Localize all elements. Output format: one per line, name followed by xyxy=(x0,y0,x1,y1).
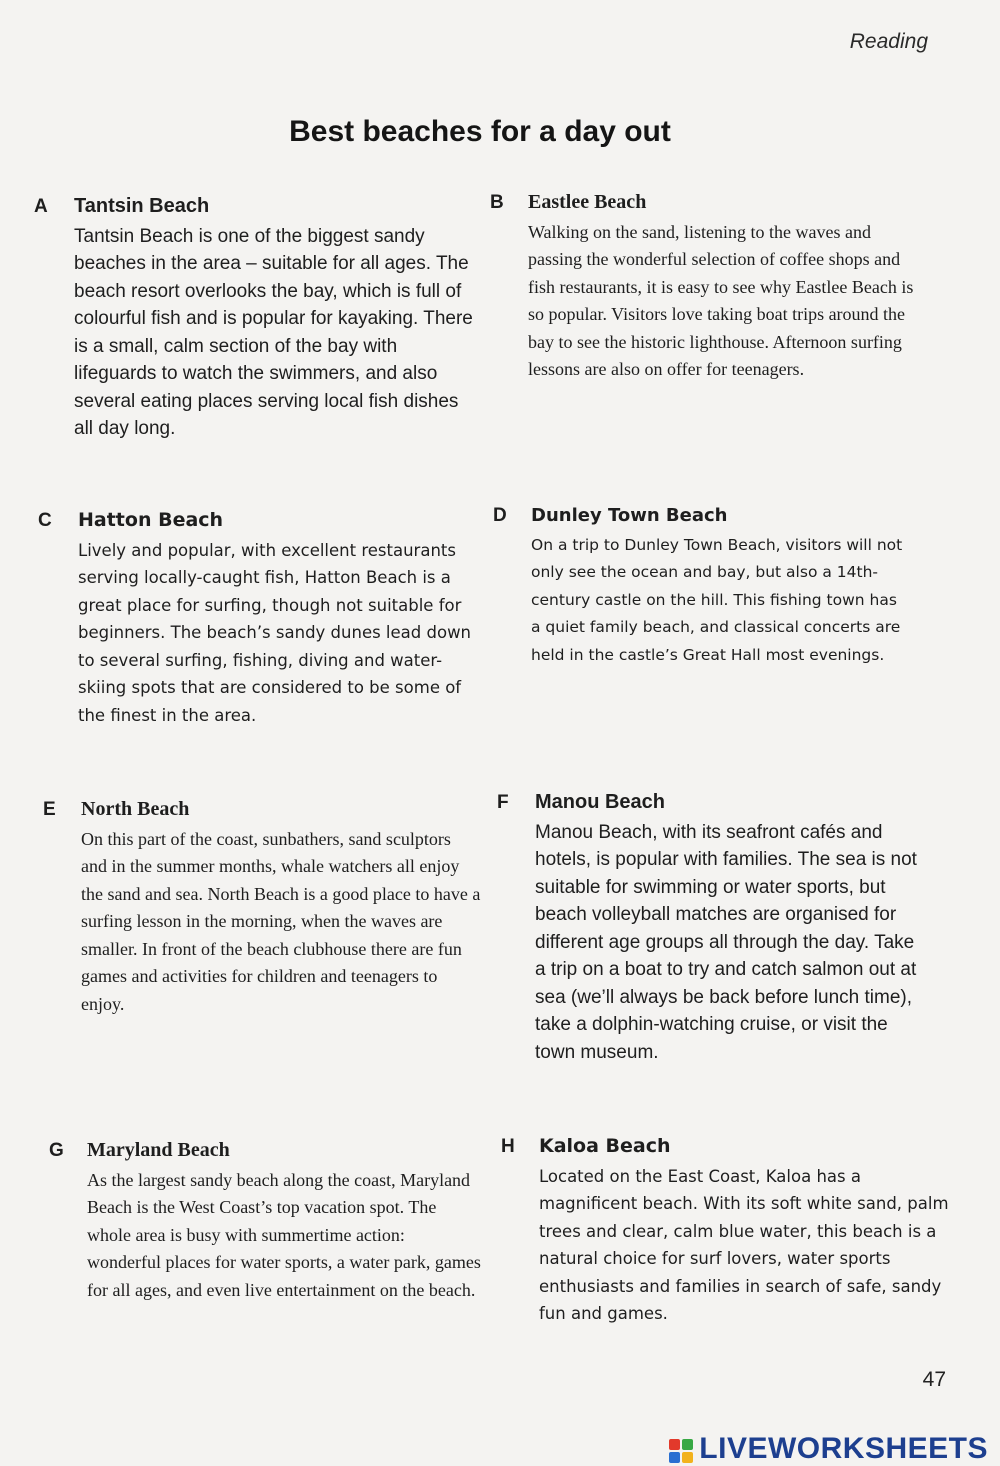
entry-text: On this part of the coast, sunbathers, sand sculptors and in the summer months, whale watchers all enjoy the sand and sea. North Beach is a good place to have a surfing lesson in the morning, when the waves are smaller. In front of the beach clubhouse there are fun games and activities for children and teenagers to enjoy. xyxy=(81,828,481,1014)
entry-g xyxy=(49,1137,482,1304)
entry-heading: Eastlee Beach xyxy=(528,191,647,213)
entry-letter: C xyxy=(38,510,52,531)
entry-text: Tantsin Beach is one of the biggest sandy beaches in the area – suitable for all ages. The beach resort overlooks the bay, which is full of colourful fish and is popular for kayaking. There is a small, calm section of the bay with lifeguards to watch the swimmers, and also several eating places serving local fish dishes all day long. xyxy=(74,225,473,439)
entry-a xyxy=(34,193,474,443)
entry-letter: E xyxy=(43,799,56,820)
entry-text: Lively and popular, with excellent restaurants serving locally-caught fish, Hatton Beach is a great place for surfing, though not suitable for beginners. The beach’s sandy dunes lead down to several surfing, fishing, diving and water-skiing spots that are considered to be some of the finest in the area. xyxy=(78,540,472,725)
section-label: Reading xyxy=(849,30,928,53)
entry-c xyxy=(38,507,478,729)
entry-heading: North Beach xyxy=(81,798,190,820)
entry-heading: Manou Beach xyxy=(535,791,666,813)
logo-tile-red xyxy=(669,1439,680,1450)
entry-letter: B xyxy=(490,192,504,213)
entry-text: As the largest sandy beach along the coast, Maryland Beach is the West Coast’s top vacation spot. The whole area is busy with summertime action: wonderful places for water sports, a water park, games for all ages, and even live entertainment on the beach. xyxy=(87,1169,481,1300)
footer-brand xyxy=(669,1396,988,1466)
logo-tile-yellow xyxy=(682,1452,693,1463)
brand-text: LIVEWORKSHEETS xyxy=(699,1432,988,1465)
logo-tile-blue xyxy=(669,1452,680,1463)
entry-e xyxy=(43,796,481,1018)
entry-text: Located on the East Coast, Kaloa has a magnificent beach. With its soft white sand, palm trees and clear, calm blue water, this beach is a natural choice for surf lovers, water sports enthusiasts and families in search of safe, sandy fun and games. xyxy=(539,1166,949,1323)
entry-heading: Maryland Beach xyxy=(87,1139,230,1161)
entry-h xyxy=(501,1133,949,1328)
entry-text: On a trip to Dunley Town Beach, visitors will not only see the ocean and bay, but also a 14th-century castle on the hill. This fishing town has a quiet family beach, and classical concerts are held in the castle’s Great Hall most evenings. xyxy=(531,535,903,664)
entry-heading: Hatton Beach xyxy=(78,509,224,531)
entry-letter: D xyxy=(493,505,507,526)
entry-heading: Dunley Town Beach xyxy=(531,505,728,526)
entry-heading: Tantsin Beach xyxy=(74,195,210,217)
entry-letter: H xyxy=(501,1136,515,1157)
page-title: Best beaches for a day out xyxy=(289,115,671,148)
logo-tile-green xyxy=(682,1439,693,1450)
entry-letter: G xyxy=(49,1140,64,1161)
page-number: 47 xyxy=(922,1368,946,1391)
entry-heading: Kaloa Beach xyxy=(539,1135,671,1157)
entry-text: Walking on the sand, listening to the waves and passing the wonderful selection of coffee shops and fish restaurants, it is easy to see why Eastlee Beach is so popular. Visitors love taking boat trips around the bay to see the historic lighthouse. Afternoon surfing lessons are also on offer for teenagers. xyxy=(528,221,914,379)
liveworksheets-logo-icon xyxy=(669,1439,693,1463)
entry-f xyxy=(497,789,930,1066)
entry-b xyxy=(490,189,918,384)
entry-text: Manou Beach, with its seafront cafés and hotels, is popular with families. The sea is not suitable for swimming or water sports, but beach volleyball matches are organised for different age groups all through the day. Take a trip on a boat to try and catch salmon out at sea (we’ll always be back before lunch time), take a dolphin-watching cruise, or visit the town museum. xyxy=(535,821,917,1063)
entry-d xyxy=(493,502,911,669)
entry-letter: F xyxy=(497,792,509,813)
entry-letter: A xyxy=(34,196,48,217)
